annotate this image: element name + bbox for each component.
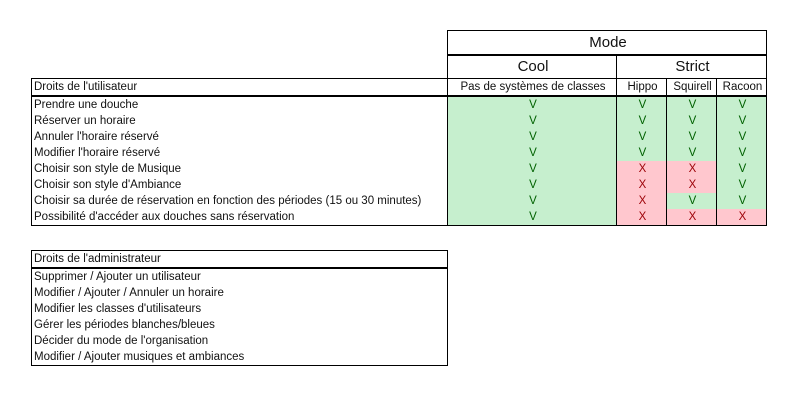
admin-right-item: Supprimer / Ajouter un utilisateur (32, 268, 448, 285)
column-header-hippo: Hippo (617, 79, 667, 97)
right-label: Annuler l'horaire réservé (32, 129, 448, 145)
rights-row (32, 177, 767, 193)
permission-cell: V (617, 96, 667, 113)
right-label: Possibilité d'accéder aux douches sans réservation (32, 209, 448, 226)
mode-header: Mode (448, 31, 767, 56)
permission-cell: V (717, 145, 767, 161)
permission-cell: V (617, 145, 667, 161)
permission-cell: V (448, 209, 617, 226)
permission-cell: X (617, 161, 667, 177)
admin-row (32, 333, 448, 349)
rights-row (32, 209, 767, 226)
permission-cell: V (667, 193, 717, 209)
permission-cell: V (448, 129, 617, 145)
admin-rights-header: Droits de l'administrateur (32, 251, 448, 269)
permission-cell: V (448, 177, 617, 193)
admin-right-item: Modifier / Ajouter musiques et ambiances (32, 349, 448, 366)
permission-cell: V (717, 177, 767, 193)
permission-cell: V (717, 193, 767, 209)
permission-cell: V (667, 129, 717, 145)
permission-cell: V (667, 113, 717, 129)
column-header-squirell: Squirell (667, 79, 717, 97)
right-label: Modifier l'horaire réservé (32, 145, 448, 161)
right-label: Prendre une douche (32, 96, 448, 113)
permission-cell: V (448, 96, 617, 113)
permission-cell: X (617, 177, 667, 193)
permission-cell: V (667, 145, 717, 161)
column-header-racoon: Racoon (717, 79, 767, 97)
admin-row (32, 349, 448, 366)
admin-rights-table (31, 250, 448, 366)
admin-right-item: Modifier / Ajouter / Annuler un horaire (32, 285, 448, 301)
permission-cell: X (667, 161, 717, 177)
user-rights-table (31, 30, 767, 226)
admin-right-item: Gérer les périodes blanches/bleues (32, 317, 448, 333)
permission-cell: X (717, 209, 767, 226)
permission-cell: V (667, 96, 717, 113)
permission-cell: V (717, 129, 767, 145)
mode-cool-header: Cool (448, 55, 617, 79)
permission-cell: V (448, 145, 617, 161)
right-label: Choisir son style de Musique (32, 161, 448, 177)
mode-strict-header: Strict (617, 55, 767, 79)
admin-right-item: Décider du mode de l'organisation (32, 333, 448, 349)
admin-row (32, 285, 448, 301)
permission-cell: X (667, 177, 717, 193)
column-header-no-classes: Pas de systèmes de classes (448, 79, 617, 97)
admin-row (32, 317, 448, 333)
user-rights-header: Droits de l'utilisateur (32, 79, 448, 97)
permission-cell: X (617, 209, 667, 226)
permission-cell: V (448, 193, 617, 209)
rights-row (32, 145, 767, 161)
permission-cell: V (617, 129, 667, 145)
permission-cell: V (717, 161, 767, 177)
permission-cell: V (448, 161, 617, 177)
right-label: Choisir son style d'Ambiance (32, 177, 448, 193)
permission-cell: V (717, 113, 767, 129)
rights-row (32, 193, 767, 209)
rights-row (32, 161, 767, 177)
permission-cell: X (617, 193, 667, 209)
admin-row (32, 301, 448, 317)
right-label: Réserver un horaire (32, 113, 448, 129)
permission-cell: X (667, 209, 717, 226)
permission-cell: V (717, 96, 767, 113)
rights-row (32, 113, 767, 129)
rights-row (32, 129, 767, 145)
right-label: Choisir sa durée de réservation en fonction des périodes (15 ou 30 minutes) (32, 193, 448, 209)
permission-cell: V (448, 113, 617, 129)
admin-right-item: Modifier les classes d'utilisateurs (32, 301, 448, 317)
admin-row (32, 268, 448, 285)
rights-row (32, 96, 767, 113)
permission-cell: V (617, 113, 667, 129)
